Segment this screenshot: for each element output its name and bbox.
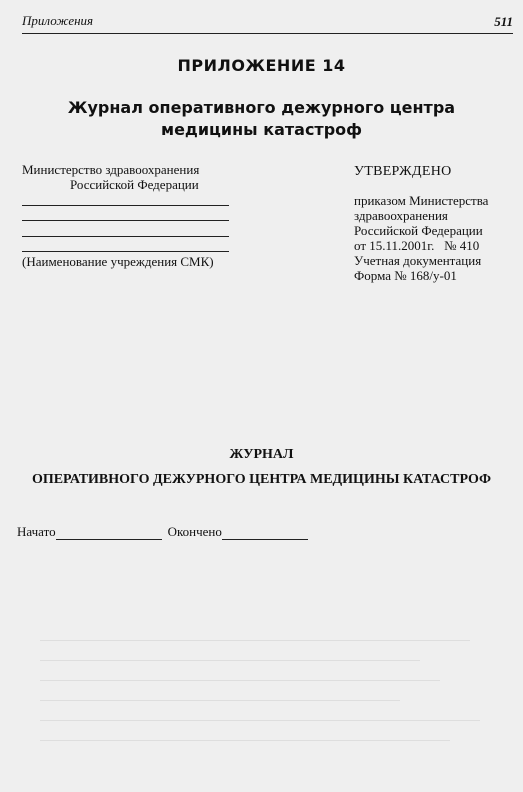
journal-dates — [17, 524, 308, 540]
started-field[interactable] — [56, 527, 162, 540]
journal-heading-line2: медицины катастроф — [160, 120, 363, 139]
institution-blank-line — [22, 236, 229, 237]
journal-subtitle: ОПЕРАТИВНОГО ДЕЖУРНОГО ЦЕНТРА МЕДИЦИНЫ КАТАСТРОФ — [31, 472, 492, 487]
approval-line: Учетная документация — [354, 253, 482, 268]
institution-blank-line — [22, 205, 229, 206]
running-header — [22, 13, 513, 34]
page-number: 511 — [494, 14, 513, 29]
approval-heading: УТВЕРЖДЕНО — [354, 164, 452, 179]
approval-line: приказом Министерства — [354, 193, 489, 208]
approval-line: Российской Федерации — [354, 223, 483, 238]
institution-caption: (Наименование учреждения СМК) — [22, 254, 214, 269]
approval-line: здравоохранения — [354, 208, 448, 223]
ministry-line2: Российской Федерации — [70, 177, 199, 192]
appendix-title: ПРИЛОЖЕНИЕ 14 — [177, 56, 346, 75]
running-title: Приложения — [22, 13, 94, 28]
institution-blank-line — [22, 220, 229, 221]
ministry-line1: Министерство здравоохранения — [22, 162, 200, 177]
approval-block — [354, 164, 519, 283]
ended-label: Окончено — [167, 524, 222, 539]
started-label: Начато — [17, 524, 56, 539]
institution-blank-line — [22, 251, 229, 252]
approval-line: Форма № 168/у-01 — [354, 268, 457, 283]
approval-line: от 15.11.2001г. № 410 — [354, 238, 480, 253]
journal-heading — [0, 97, 523, 141]
journal-heading-line1: Журнал оперативного дежурного центра — [67, 98, 456, 117]
ended-field[interactable] — [222, 527, 308, 540]
ministry-block — [22, 162, 237, 192]
journal-title: ЖУРНАЛ — [229, 447, 294, 462]
